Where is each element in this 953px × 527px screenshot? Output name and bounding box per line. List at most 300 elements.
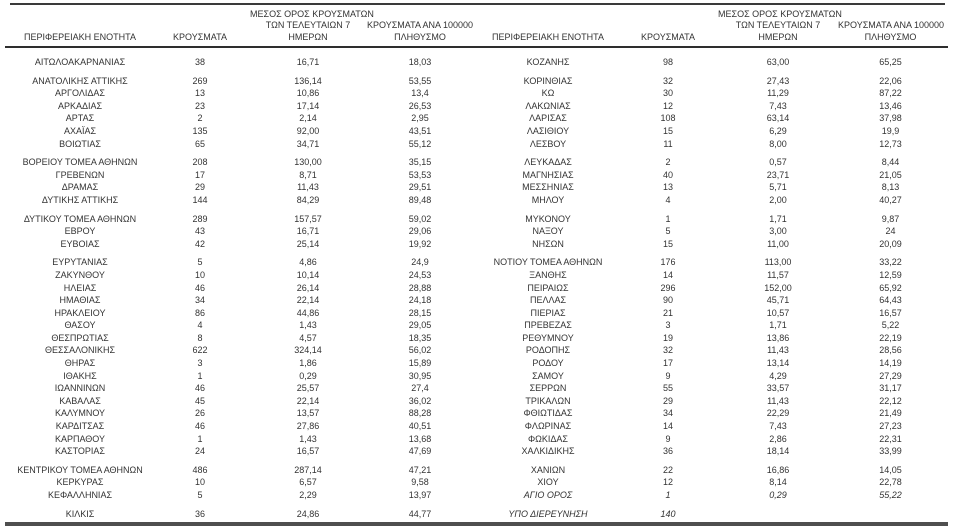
cases-cell: 1 xyxy=(197,370,203,381)
avg7-cell: 84,29 xyxy=(296,194,320,205)
header-label: ΠΛΗΘΥΣΜΟ xyxy=(864,31,917,42)
region-cell: ΠΕΛΛΑΣ xyxy=(529,295,567,306)
per100k-cell: 15,89 xyxy=(408,358,432,369)
cases-cell: 1 xyxy=(197,433,203,444)
per100k-cell: 22,19 xyxy=(879,332,902,343)
cases-cell: 14 xyxy=(662,421,673,432)
header-label: ΠΕΡΙΦΕΡΕΙΑΚΗ ΕΝΟΤΗΤΑ xyxy=(491,31,605,42)
per100k-cell: 27,4 xyxy=(411,383,429,394)
region-cell: ΚΑΒΑΛΑΣ xyxy=(59,395,101,406)
cases-cell: 11 xyxy=(663,138,673,149)
region-cell: ΥΠΟ ΔΙΕΡΕΥΝΗΣΗ xyxy=(508,508,588,519)
header-avg7-right xyxy=(718,9,842,43)
table-row xyxy=(10,181,943,194)
table-row xyxy=(10,508,943,521)
avg7-cell: 92,00 xyxy=(296,125,320,136)
cases-cell: 622 xyxy=(192,345,208,356)
cases-cell: 46 xyxy=(194,282,205,293)
header-region-left xyxy=(10,9,150,43)
region-cell: ΘΑΣΟΥ xyxy=(64,320,96,331)
table-row xyxy=(10,294,943,307)
cases-cell: 296 xyxy=(660,282,676,293)
avg7-cell: 287,14 xyxy=(294,464,322,475)
avg7-cell: 130,00 xyxy=(294,157,322,168)
table-row xyxy=(10,56,943,69)
per100k-cell: 29,06 xyxy=(408,226,432,237)
cases-cell: 140 xyxy=(660,508,676,519)
region-cell: ΑΙΤΩΛΟΑΚΑΡΝΑΝΙΑΣ xyxy=(34,57,126,67)
header-label: ΗΜΕΡΩΝ xyxy=(288,31,328,42)
region-cell: ΚΑΡΔΙΤΣΑΣ xyxy=(55,421,105,432)
region-cell: ΝΟΤΙΟΥ ΤΟΜΕΑ ΑΘΗΝΩΝ xyxy=(493,257,603,268)
per100k-cell: 16,57 xyxy=(879,307,902,318)
avg7-cell: 33,57 xyxy=(766,383,790,394)
region-cell: ΚΩ xyxy=(541,88,555,99)
cases-cell: 32 xyxy=(662,75,673,86)
cases-cell: 4 xyxy=(197,320,203,331)
cases-cell: 289 xyxy=(192,213,208,224)
table-row xyxy=(10,464,943,477)
cases-cell: 29 xyxy=(194,182,205,193)
region-cell: ΜΥΚΟΝΟΥ xyxy=(525,213,571,224)
table-row xyxy=(10,319,943,332)
avg7-cell: 157,57 xyxy=(294,213,322,224)
avg7-cell: 16,71 xyxy=(296,226,320,237)
per100k-cell: 40,27 xyxy=(879,194,902,205)
avg7-cell: 6,29 xyxy=(769,125,787,136)
cases-cell: 19 xyxy=(662,332,673,343)
cases-cell: 17 xyxy=(194,169,205,180)
region-cell: ΣΕΡΡΩΝ xyxy=(529,383,567,394)
region-cell: ΚΑΡΠΑΘΟΥ xyxy=(54,433,106,444)
header-label: ΚΡΟΥΣΜΑΤΑ ΑΝΑ 100000 xyxy=(367,20,473,31)
avg7-cell: 7,43 xyxy=(769,100,787,111)
per100k-cell: 13,68 xyxy=(408,433,432,444)
table-row xyxy=(10,100,943,113)
cases-cell: 9 xyxy=(665,433,671,444)
region-cell: ΕΥΡΥΤΑΝΙΑΣ xyxy=(52,257,108,268)
region-cell: ΔΡΑΜΑΣ xyxy=(61,182,99,193)
region-cell: ΚΑΛΥΜΝΟΥ xyxy=(54,408,106,419)
table-row xyxy=(10,445,943,458)
avg7-cell: 152,00 xyxy=(764,282,792,293)
per100k-cell: 47,21 xyxy=(408,464,432,475)
per100k-cell: 53,55 xyxy=(408,75,432,86)
per100k-cell: 22,12 xyxy=(879,395,902,406)
header-label: ΠΕΡΙΦΕΡΕΙΑΚΗ ΕΝΟΤΗΤΑ xyxy=(23,31,137,42)
header-per100k-right xyxy=(838,9,943,43)
table-row xyxy=(10,332,943,345)
table-body xyxy=(10,56,943,520)
avg7-cell: 1,43 xyxy=(299,433,317,444)
table-row xyxy=(10,433,943,446)
cases-cell: 46 xyxy=(194,421,205,432)
cases-cell: 17 xyxy=(662,358,673,369)
region-cell: ΑΡΓΟΛΙΔΑΣ xyxy=(55,88,105,99)
header-label: ΤΩΝ ΤΕΛΕΥΤΑΙΩΝ 7 xyxy=(735,20,821,31)
table-row xyxy=(10,87,943,100)
per100k-cell: 26,53 xyxy=(408,100,432,111)
region-cell: ΞΑΝΘΗΣ xyxy=(529,269,567,280)
avg7-cell: 22,14 xyxy=(296,395,320,406)
avg7-cell: 22,14 xyxy=(296,295,320,306)
table-row xyxy=(10,370,943,383)
region-cell: ΑΡΤΑΣ xyxy=(65,113,95,124)
avg7-cell: 5,71 xyxy=(769,182,787,193)
per100k-cell: 22,78 xyxy=(879,477,902,488)
region-cell: ΘΕΣΣΑΛΟΝΙΚΗΣ xyxy=(44,345,116,356)
table-row xyxy=(10,282,943,295)
table-row xyxy=(10,194,943,207)
table-row xyxy=(10,156,943,169)
avg7-cell: 2,86 xyxy=(769,433,787,444)
per100k-cell: 29,05 xyxy=(408,320,432,331)
per100k-cell: 44,77 xyxy=(408,508,432,519)
header-underline xyxy=(5,46,948,48)
region-cell: ΑΝΑΤΟΛΙΚΗΣ ΑΤΤΙΚΗΣ xyxy=(32,75,128,86)
table-row xyxy=(10,344,943,357)
region-cell: ΒΟΙΩΤΙΑΣ xyxy=(59,138,101,149)
table-row xyxy=(10,169,943,182)
per100k-cell: 33,22 xyxy=(879,257,902,268)
region-cell: ΚΟΡΙΝΘΙΑΣ xyxy=(523,75,573,86)
per100k-cell: 88,28 xyxy=(408,408,432,419)
avg7-cell: 1,43 xyxy=(299,320,317,331)
table-row xyxy=(10,225,943,238)
region-cell: ΙΩΑΝΝΙΝΩΝ xyxy=(54,383,106,394)
per100k-cell: 55,12 xyxy=(408,138,432,149)
header-label: ΤΩΝ ΤΕΛΕΥΤΑΙΩΝ 7 xyxy=(265,20,351,31)
avg7-cell: 2,29 xyxy=(299,490,317,500)
region-cell: ΒΟΡΕΙΟΥ ΤΟΜΕΑ ΑΘΗΝΩΝ xyxy=(22,157,138,168)
per100k-cell: 22,06 xyxy=(879,75,902,86)
region-cell: ΚΙΛΚΙΣ xyxy=(65,508,95,519)
region-cell: ΗΡΑΚΛΕΙΟΥ xyxy=(54,307,106,318)
per100k-cell: 36,02 xyxy=(408,395,432,406)
header-per100k-left xyxy=(366,9,474,43)
table-row xyxy=(10,357,943,370)
avg7-cell: 4,29 xyxy=(769,370,787,381)
per100k-cell: 18,03 xyxy=(408,57,432,67)
header-label: ΜΕΣΟΣ ΟΡΟΣ ΚΡΟΥΣΜΑΤΩΝ xyxy=(250,9,374,19)
header-label: ΚΡΟΥΣΜΑΤΑ xyxy=(641,31,695,42)
per100k-cell: 89,48 xyxy=(408,194,432,205)
per100k-cell: 29,51 xyxy=(408,182,432,193)
region-cell: ΜΑΓΝΗΣΙΑΣ xyxy=(522,169,574,180)
avg7-cell: 7,43 xyxy=(769,421,787,432)
per100k-cell: 21,05 xyxy=(879,169,902,180)
per100k-cell: 28,15 xyxy=(408,307,432,318)
per100k-cell: 40,51 xyxy=(408,421,432,432)
cases-cell: 38 xyxy=(194,57,205,67)
region-cell: ΖΑΚΥΝΘΟΥ xyxy=(55,269,105,280)
cases-cell: 10 xyxy=(194,477,205,488)
avg7-cell: 2,14 xyxy=(299,113,317,124)
avg7-cell: 8,00 xyxy=(769,138,787,149)
table-row xyxy=(10,75,943,88)
per100k-cell: 47,69 xyxy=(408,446,432,457)
avg7-cell: 10,57 xyxy=(766,307,790,318)
avg7-cell: 63,00 xyxy=(766,57,790,67)
per100k-cell: 56,02 xyxy=(408,345,432,356)
per100k-cell: 8,13 xyxy=(881,182,900,193)
per100k-cell: 14,05 xyxy=(879,464,902,475)
cases-cell: 26 xyxy=(194,408,205,419)
avg7-cell: 136,14 xyxy=(294,75,322,86)
per100k-cell: 43,51 xyxy=(408,125,432,136)
avg7-cell: 26,14 xyxy=(296,282,320,293)
region-cell: ΝΑΞΟΥ xyxy=(532,226,564,237)
bottom-rule xyxy=(5,522,948,526)
region-cell: ΗΜΑΘΙΑΣ xyxy=(59,295,101,306)
header-label: ΚΡΟΥΣΜΑΤΑ ΑΝΑ 100000 xyxy=(838,20,944,31)
per100k-cell: 13,97 xyxy=(408,490,432,500)
per100k-cell: 27,29 xyxy=(879,370,902,381)
table-row xyxy=(10,489,943,502)
avg7-cell: 18,14 xyxy=(766,446,790,457)
region-cell: ΧΑΛΚΙΔΙΚΗΣ xyxy=(521,446,575,457)
region-cell: ΛΕΥΚΑΔΑΣ xyxy=(524,157,572,168)
cases-cell: 9 xyxy=(665,370,671,381)
header-label: ΜΕΣΟΣ ΟΡΟΣ ΚΡΟΥΣΜΑΤΩΝ xyxy=(718,9,842,19)
table-row xyxy=(10,213,943,226)
per100k-cell: 64,43 xyxy=(879,295,902,306)
region-cell: ΕΥΒΟΙΑΣ xyxy=(60,238,100,249)
region-cell: ΤΡΙΚΑΛΩΝ xyxy=(525,395,571,406)
avg7-cell: 324,14 xyxy=(294,345,322,356)
region-cell: ΠΙΕΡΙΑΣ xyxy=(530,307,566,318)
region-cell: ΦΩΚΙΔΑΣ xyxy=(528,433,568,444)
region-cell: ΛΑΚΩΝΙΑΣ xyxy=(525,100,571,111)
per100k-cell: 20,09 xyxy=(879,238,902,249)
avg7-cell: 13,86 xyxy=(766,332,790,343)
region-cell: ΑΧΑΪΑΣ xyxy=(63,125,97,136)
region-cell: ΙΘΑΚΗΣ xyxy=(63,370,97,381)
avg7-cell: 11,29 xyxy=(767,88,789,99)
per100k-cell: 55,22 xyxy=(879,490,902,500)
avg7-cell: 22,29 xyxy=(766,408,790,419)
avg7-cell: 17,14 xyxy=(296,100,320,111)
table-row xyxy=(10,395,943,408)
cases-cell: 30 xyxy=(662,88,673,99)
per100k-cell: 24,53 xyxy=(408,269,432,280)
header-region-right xyxy=(478,9,618,43)
avg7-cell: 4,57 xyxy=(299,332,317,343)
avg7-cell: 24,86 xyxy=(296,508,320,519)
cases-cell: 86 xyxy=(194,307,205,318)
cases-cell: 13 xyxy=(194,88,205,99)
cases-cell: 4 xyxy=(665,194,671,205)
per100k-cell: 18,35 xyxy=(408,332,432,343)
cases-cell: 43 xyxy=(194,226,205,237)
cases-cell: 15 xyxy=(662,238,673,249)
header-label: ΗΜΕΡΩΝ xyxy=(758,31,798,42)
cases-cell: 34 xyxy=(194,295,205,306)
per100k-cell: 31,17 xyxy=(879,383,902,394)
region-cell: ΜΗΛΟΥ xyxy=(531,194,565,205)
table-row xyxy=(10,420,943,433)
cases-cell: 3 xyxy=(197,358,203,369)
per100k-cell: 87,22 xyxy=(879,88,902,99)
per100k-cell: 19,9 xyxy=(881,125,900,136)
per100k-cell: 2,95 xyxy=(411,113,429,124)
region-cell: ΛΑΡΙΣΑΣ xyxy=(529,113,567,124)
avg7-cell: 16,86 xyxy=(766,464,790,475)
region-cell: ΑΡΚΑΔΙΑΣ xyxy=(57,100,103,111)
cases-cell: 24 xyxy=(194,446,205,457)
cases-cell: 269 xyxy=(192,75,208,86)
avg7-cell: 11,43 xyxy=(767,345,789,356)
region-cell: ΛΑΣΙΘΙΟΥ xyxy=(526,125,570,136)
per100k-cell: 53,53 xyxy=(408,169,432,180)
avg7-cell: 23,71 xyxy=(766,169,790,180)
avg7-cell: 44,86 xyxy=(296,307,320,318)
avg7-cell: 11,57 xyxy=(767,269,789,280)
header-cases-left xyxy=(150,9,250,43)
cases-cell: 10 xyxy=(194,269,205,280)
header-label: ΠΛΗΘΥΣΜΟ xyxy=(394,31,446,42)
avg7-cell: 13,57 xyxy=(296,408,320,419)
avg7-cell xyxy=(718,508,838,521)
region-cell: ΘΕΣΠΡΩΤΙΑΣ xyxy=(51,332,109,343)
cases-cell: 15 xyxy=(662,125,673,136)
avg7-cell: 13,14 xyxy=(766,358,790,369)
per100k-cell: 65,92 xyxy=(879,282,902,293)
table-row xyxy=(10,269,943,282)
avg7-cell: 2,00 xyxy=(769,194,787,205)
table-row xyxy=(10,125,943,138)
region-cell: ΘΗΡΑΣ xyxy=(64,358,96,369)
cases-cell: 36 xyxy=(194,508,205,519)
avg7-cell: 113,00 xyxy=(764,257,792,268)
cases-cell: 1 xyxy=(665,213,671,224)
region-cell: ΛΕΣΒΟΥ xyxy=(529,138,567,149)
avg7-cell: 1,71 xyxy=(769,213,787,224)
per100k-cell: 22,31 xyxy=(879,433,902,444)
region-cell: ΧΙΟΥ xyxy=(537,477,559,488)
region-cell: ΜΕΣΣΗΝΙΑΣ xyxy=(522,182,574,193)
cases-cell: 12 xyxy=(662,477,673,488)
region-cell: ΠΡΕΒΕΖΑΣ xyxy=(524,320,572,331)
cases-cell: 23 xyxy=(194,100,205,111)
header-avg7-left xyxy=(250,9,374,43)
avg7-cell: 63,14 xyxy=(766,113,790,124)
region-cell: ΝΗΣΩΝ xyxy=(532,238,564,249)
cases-cell: 22 xyxy=(662,464,673,475)
table-row xyxy=(10,256,943,269)
avg7-cell: 6,57 xyxy=(299,477,317,488)
avg7-cell: 16,57 xyxy=(296,446,320,457)
region-cell: ΔΥΤΙΚΟΥ ΤΟΜΕΑ ΑΘΗΝΩΝ xyxy=(23,213,137,224)
cases-cell: 46 xyxy=(194,383,205,394)
cases-cell: 2 xyxy=(197,113,203,124)
per100k-cell: 5,22 xyxy=(881,320,900,331)
region-cell: ΦΛΩΡΙΝΑΣ xyxy=(524,421,572,432)
per100k-cell: 35,15 xyxy=(408,157,432,168)
region-cell: ΚΕΡΚΥΡΑΣ xyxy=(56,477,104,488)
cases-cell: 208 xyxy=(192,157,208,168)
cases-cell: 135 xyxy=(192,125,208,136)
region-cell: ΚΕΦΑΛΛΗΝΙΑΣ xyxy=(47,490,113,500)
cases-cell: 176 xyxy=(660,257,676,268)
cases-cell: 144 xyxy=(192,194,208,205)
per100k-cell xyxy=(838,508,943,521)
region-cell: ΚΕΝΤΡΙΚΟΥ ΤΟΜΕΑ ΑΘΗΝΩΝ xyxy=(17,464,143,475)
cases-cell: 3 xyxy=(665,320,671,331)
cases-cell: 5 xyxy=(665,226,671,237)
cases-cell: 32 xyxy=(662,345,673,356)
avg7-cell: 8,14 xyxy=(769,477,787,488)
cases-cell: 34 xyxy=(662,408,673,419)
avg7-cell: 3,00 xyxy=(769,226,787,237)
per100k-cell: 24,18 xyxy=(408,295,432,306)
per100k-cell: 30,95 xyxy=(408,370,432,381)
avg7-cell: 0,29 xyxy=(299,370,317,381)
avg7-cell: 25,14 xyxy=(296,238,320,249)
per100k-cell: 59,02 xyxy=(408,213,432,224)
per100k-cell: 28,56 xyxy=(879,345,902,356)
table-header xyxy=(10,9,943,43)
cases-cell: 90 xyxy=(662,295,673,306)
avg7-cell: 0,57 xyxy=(769,157,787,168)
cases-cell: 98 xyxy=(662,57,673,67)
cases-cell: 55 xyxy=(662,383,673,394)
cases-cell: 36 xyxy=(662,446,673,457)
cases-cell: 21 xyxy=(662,307,673,318)
cases-cell: 108 xyxy=(660,113,676,124)
avg7-cell: 8,71 xyxy=(299,169,317,180)
region-cell: ΧΑΝΙΩΝ xyxy=(530,464,566,475)
cases-cell: 42 xyxy=(194,238,205,249)
avg7-cell: 11,43 xyxy=(767,395,789,406)
region-cell: ΦΘΙΩΤΙΔΑΣ xyxy=(523,408,573,419)
table-row xyxy=(10,238,943,251)
per100k-cell: 33,99 xyxy=(879,446,902,457)
avg7-cell: 34,71 xyxy=(296,138,320,149)
per100k-cell: 13,4 xyxy=(411,88,429,99)
avg7-cell: 11,43 xyxy=(297,182,319,193)
avg7-cell: 0,29 xyxy=(769,490,787,500)
cases-cell: 45 xyxy=(194,395,205,406)
cases-cell: 5 xyxy=(197,490,203,500)
per100k-cell: 27,23 xyxy=(879,421,902,432)
avg7-cell: 27,86 xyxy=(296,421,320,432)
top-rule xyxy=(10,3,945,5)
cases-cell: 5 xyxy=(197,257,203,268)
per100k-cell: 19,92 xyxy=(408,238,432,249)
table-row xyxy=(10,138,943,151)
cases-cell: 40 xyxy=(662,169,673,180)
cases-cell: 12 xyxy=(662,100,673,111)
per100k-cell: 9,87 xyxy=(881,213,900,224)
table-row xyxy=(10,382,943,395)
avg7-cell: 25,57 xyxy=(296,383,320,394)
avg7-cell: 4,86 xyxy=(299,257,317,268)
table-row xyxy=(10,112,943,125)
avg7-cell: 10,86 xyxy=(296,88,320,99)
per100k-cell: 65,25 xyxy=(879,57,902,67)
per100k-cell: 13,46 xyxy=(879,100,902,111)
avg7-cell: 1,86 xyxy=(299,358,317,369)
per100k-cell: 14,19 xyxy=(879,358,902,369)
table-row xyxy=(10,407,943,420)
cases-cell: 65 xyxy=(194,138,205,149)
cases-cell: 14 xyxy=(662,269,673,280)
avg7-cell: 11,00 xyxy=(767,238,789,249)
per100k-cell: 8,44 xyxy=(881,157,900,168)
header-cases-right xyxy=(618,9,718,43)
per100k-cell: 24 xyxy=(885,226,896,237)
